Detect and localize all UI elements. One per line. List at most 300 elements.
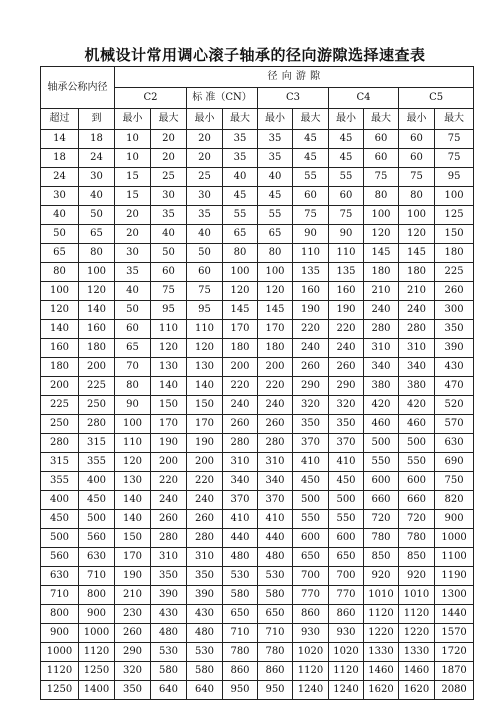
table-cell: 170 <box>115 548 151 567</box>
table-cell: 570 <box>435 415 474 434</box>
table-cell: 1220 <box>364 624 399 643</box>
table-cell: 100 <box>223 263 258 282</box>
table-cell: 100 <box>258 263 293 282</box>
table-cell: 530 <box>258 567 293 586</box>
table-cell: 135 <box>329 263 364 282</box>
table-cell: 160 <box>329 282 364 301</box>
table-cell: 60 <box>187 263 223 282</box>
table-cell: 560 <box>79 529 115 548</box>
table-cell: 210 <box>115 586 151 605</box>
table-cell: 75 <box>151 282 187 301</box>
table-cell: 320 <box>329 396 364 415</box>
table-cell: 260 <box>187 510 223 529</box>
table-cell: 55 <box>293 168 329 187</box>
table-cell: 700 <box>293 567 329 586</box>
table-cell: 350 <box>115 681 151 700</box>
table-row <box>41 529 474 548</box>
table-cell: 140 <box>151 377 187 396</box>
table-cell: 150 <box>151 396 187 415</box>
table-cell: 160 <box>79 320 115 339</box>
table-cell: 30 <box>79 168 115 187</box>
table-cell: 80 <box>258 244 293 263</box>
table-cell: 1460 <box>364 662 399 681</box>
table-cell: 250 <box>41 415 79 434</box>
table-cell: 320 <box>293 396 329 415</box>
table-cell: 240 <box>258 396 293 415</box>
table-cell: 200 <box>223 358 258 377</box>
table-cell: 1220 <box>399 624 435 643</box>
table-cell: 75 <box>329 206 364 225</box>
table-row <box>41 415 474 434</box>
table-cell: 280 <box>151 529 187 548</box>
table-cell: 170 <box>187 415 223 434</box>
table-cell: 35 <box>223 130 258 149</box>
table-cell: 550 <box>293 510 329 529</box>
table-cell: 1330 <box>364 643 399 662</box>
table-cell: 560 <box>41 548 79 567</box>
table-cell: 80 <box>115 377 151 396</box>
table-cell: 380 <box>364 377 399 396</box>
table-cell: 140 <box>115 491 151 510</box>
table-cell: 450 <box>79 491 115 510</box>
table-cell: 1240 <box>293 681 329 700</box>
table-cell: 430 <box>187 605 223 624</box>
table-cell: 200 <box>79 358 115 377</box>
table-cell: 150 <box>115 529 151 548</box>
table-cell: 630 <box>435 434 474 453</box>
table-cell: 180 <box>435 244 474 263</box>
table-row <box>41 168 474 187</box>
table-cell: 145 <box>258 301 293 320</box>
table-cell: 430 <box>151 605 187 624</box>
table-cell: 140 <box>79 301 115 320</box>
table-cell: 800 <box>41 605 79 624</box>
table-cell: 95 <box>435 168 474 187</box>
table-cell: 210 <box>399 282 435 301</box>
table-cell: 370 <box>293 434 329 453</box>
table-cell: 40 <box>258 168 293 187</box>
table-cell: 310 <box>187 548 223 567</box>
table-cell: 1120 <box>364 605 399 624</box>
c2-max-header: 最大 <box>151 109 187 130</box>
table-cell: 820 <box>435 491 474 510</box>
table-cell: 100 <box>435 187 474 206</box>
table-cell: 30 <box>187 187 223 206</box>
table-cell: 40 <box>223 168 258 187</box>
group-header-c3: C3 <box>258 88 329 109</box>
table-cell: 55 <box>329 168 364 187</box>
table-cell: 80 <box>41 263 79 282</box>
table-row <box>41 301 474 320</box>
table-cell: 190 <box>329 301 364 320</box>
table-cell: 260 <box>115 624 151 643</box>
table-cell: 260 <box>293 358 329 377</box>
table-cell: 580 <box>223 586 258 605</box>
table-cell: 440 <box>258 529 293 548</box>
table-cell: 20 <box>115 225 151 244</box>
table-cell: 35 <box>115 263 151 282</box>
table-cell: 20 <box>187 130 223 149</box>
table-cell: 40 <box>115 282 151 301</box>
table-cell: 500 <box>293 491 329 510</box>
table-cell: 450 <box>293 472 329 491</box>
table-cell: 860 <box>258 662 293 681</box>
table-cell: 410 <box>258 510 293 529</box>
table-cell: 140 <box>187 377 223 396</box>
table-row <box>41 206 474 225</box>
table-cell: 600 <box>399 472 435 491</box>
table-cell: 770 <box>329 586 364 605</box>
table-cell: 130 <box>151 358 187 377</box>
table-cell: 24 <box>41 168 79 187</box>
table-cell: 370 <box>258 491 293 510</box>
table-cell: 780 <box>399 529 435 548</box>
table-cell: 50 <box>151 244 187 263</box>
table-cell: 95 <box>187 301 223 320</box>
table-cell: 140 <box>41 320 79 339</box>
table-cell: 120 <box>399 225 435 244</box>
table-cell: 470 <box>435 377 474 396</box>
table-cell: 640 <box>151 681 187 700</box>
table-cell: 110 <box>115 434 151 453</box>
table-cell: 750 <box>435 472 474 491</box>
table-cell: 50 <box>187 244 223 263</box>
table-cell: 60 <box>151 263 187 282</box>
table-cell: 100 <box>399 206 435 225</box>
table-cell: 45 <box>293 149 329 168</box>
table-cell: 710 <box>258 624 293 643</box>
table-cell: 170 <box>151 415 187 434</box>
table-cell: 530 <box>151 643 187 662</box>
table-cell: 350 <box>187 567 223 586</box>
table-cell: 225 <box>41 396 79 415</box>
table-cell: 900 <box>79 605 115 624</box>
table-cell: 350 <box>329 415 364 434</box>
table-cell: 60 <box>364 149 399 168</box>
table-cell: 290 <box>329 377 364 396</box>
table-cell: 450 <box>329 472 364 491</box>
table-cell: 75 <box>293 206 329 225</box>
table-cell: 160 <box>293 282 329 301</box>
table-cell: 1620 <box>399 681 435 700</box>
table-cell: 300 <box>435 301 474 320</box>
header-row-3 <box>41 109 474 130</box>
table-row <box>41 130 474 149</box>
table-row <box>41 149 474 168</box>
table-cell: 350 <box>435 320 474 339</box>
table-cell: 190 <box>293 301 329 320</box>
table-cell: 950 <box>223 681 258 700</box>
table-cell: 60 <box>115 320 151 339</box>
table-cell: 340 <box>258 472 293 491</box>
table-cell: 1010 <box>364 586 399 605</box>
table-cell: 200 <box>41 377 79 396</box>
table-cell: 660 <box>364 491 399 510</box>
table-cell: 45 <box>329 130 364 149</box>
table-cell: 10 <box>115 130 151 149</box>
table-row <box>41 643 474 662</box>
table-row <box>41 282 474 301</box>
table-cell: 1720 <box>435 643 474 662</box>
table-cell: 710 <box>41 586 79 605</box>
table-cell: 850 <box>364 548 399 567</box>
page-title: 机械设计常用调心滚子轴承的径向游隙选择速查表 <box>84 46 426 64</box>
table-cell: 100 <box>115 415 151 434</box>
table-cell: 190 <box>187 434 223 453</box>
table-row <box>41 472 474 491</box>
table-row <box>41 434 474 453</box>
clearance-table <box>40 66 474 700</box>
table-cell: 1250 <box>41 681 79 700</box>
table-cell: 310 <box>151 548 187 567</box>
c4-max-header: 最大 <box>364 109 399 130</box>
table-cell: 1000 <box>41 643 79 662</box>
table-cell: 370 <box>329 434 364 453</box>
table-cell: 920 <box>399 567 435 586</box>
table-cell: 120 <box>364 225 399 244</box>
table-cell: 110 <box>293 244 329 263</box>
table-cell: 530 <box>223 567 258 586</box>
table-cell: 310 <box>223 453 258 472</box>
table-cell: 200 <box>187 453 223 472</box>
group-header-c5: C5 <box>399 88 474 109</box>
table-cell: 45 <box>329 149 364 168</box>
table-cell: 1870 <box>435 662 474 681</box>
cn-max-header: 最大 <box>223 109 258 130</box>
table-cell: 40 <box>187 225 223 244</box>
table-cell: 65 <box>258 225 293 244</box>
c5-min-header: 最小 <box>399 109 435 130</box>
table-cell: 70 <box>115 358 151 377</box>
table-cell: 180 <box>399 263 435 282</box>
c2-min-header: 最小 <box>115 109 151 130</box>
table-cell: 180 <box>79 339 115 358</box>
table-cell: 110 <box>151 320 187 339</box>
table-cell: 660 <box>399 491 435 510</box>
table-cell: 460 <box>399 415 435 434</box>
table-cell: 355 <box>41 472 79 491</box>
table-cell: 550 <box>399 453 435 472</box>
table-row <box>41 339 474 358</box>
table-cell: 90 <box>329 225 364 244</box>
table-cell: 280 <box>223 434 258 453</box>
table-cell: 220 <box>151 472 187 491</box>
table-cell: 900 <box>435 510 474 529</box>
table-cell: 860 <box>293 605 329 624</box>
table-cell: 120 <box>223 282 258 301</box>
table-cell: 320 <box>115 662 151 681</box>
table-cell: 650 <box>223 605 258 624</box>
table-cell: 18 <box>79 130 115 149</box>
table-row <box>41 244 474 263</box>
table-cell: 460 <box>364 415 399 434</box>
table-cell: 65 <box>115 339 151 358</box>
table-row <box>41 510 474 529</box>
table-cell: 60 <box>329 187 364 206</box>
table-cell: 290 <box>293 377 329 396</box>
table-cell: 1010 <box>399 586 435 605</box>
table-cell: 260 <box>435 282 474 301</box>
group-header-cn: 标 准（CN） <box>187 88 258 109</box>
table-cell: 145 <box>364 244 399 263</box>
table-cell: 120 <box>115 453 151 472</box>
table-row <box>41 225 474 244</box>
table-cell: 1120 <box>329 662 364 681</box>
table-cell: 1000 <box>79 624 115 643</box>
table-cell: 60 <box>293 187 329 206</box>
table-cell: 580 <box>258 586 293 605</box>
table-cell: 1120 <box>41 662 79 681</box>
table-cell: 55 <box>258 206 293 225</box>
c3-max-header: 最大 <box>293 109 329 130</box>
table-cell: 260 <box>258 415 293 434</box>
table-cell: 630 <box>41 567 79 586</box>
table-cell: 280 <box>41 434 79 453</box>
table-cell: 900 <box>41 624 79 643</box>
table-cell: 260 <box>329 358 364 377</box>
table-cell: 220 <box>223 377 258 396</box>
table-cell: 120 <box>79 282 115 301</box>
table-cell: 180 <box>41 358 79 377</box>
table-cell: 250 <box>79 396 115 415</box>
table-cell: 80 <box>223 244 258 263</box>
table-cell: 580 <box>187 662 223 681</box>
table-cell: 530 <box>187 643 223 662</box>
table-cell: 110 <box>329 244 364 263</box>
group-header-c2: C2 <box>115 88 187 109</box>
table-cell: 770 <box>293 586 329 605</box>
table-cell: 75 <box>364 168 399 187</box>
table-row <box>41 662 474 681</box>
clearance-header: 径 向 游 隙 <box>115 67 474 88</box>
table-cell: 430 <box>435 358 474 377</box>
table-cell: 310 <box>364 339 399 358</box>
table-cell: 340 <box>364 358 399 377</box>
table-cell: 1460 <box>399 662 435 681</box>
table-cell: 110 <box>187 320 223 339</box>
table-cell: 240 <box>329 339 364 358</box>
table-cell: 930 <box>329 624 364 643</box>
table-cell: 260 <box>151 510 187 529</box>
table-cell: 240 <box>223 396 258 415</box>
table-cell: 120 <box>151 339 187 358</box>
table-cell: 50 <box>41 225 79 244</box>
table-cell: 90 <box>115 396 151 415</box>
table-cell: 780 <box>223 643 258 662</box>
table-cell: 25 <box>187 168 223 187</box>
table-cell: 120 <box>187 339 223 358</box>
table-cell: 1250 <box>79 662 115 681</box>
table-cell: 310 <box>399 339 435 358</box>
table-row <box>41 320 474 339</box>
table-row <box>41 681 474 700</box>
c3-min-header: 最小 <box>258 109 293 130</box>
table-cell: 720 <box>399 510 435 529</box>
table-cell: 130 <box>187 358 223 377</box>
table-cell: 580 <box>151 662 187 681</box>
table-cell: 860 <box>223 662 258 681</box>
table-cell: 500 <box>399 434 435 453</box>
table-row <box>41 377 474 396</box>
table-cell: 500 <box>329 491 364 510</box>
table-cell: 240 <box>293 339 329 358</box>
table-cell: 350 <box>293 415 329 434</box>
table-cell: 60 <box>399 149 435 168</box>
table-cell: 2080 <box>435 681 474 700</box>
table-cell: 550 <box>329 510 364 529</box>
table-cell: 20 <box>187 149 223 168</box>
bore-header: 轴承公称内径 <box>41 67 115 109</box>
table-cell: 45 <box>258 187 293 206</box>
table-cell: 640 <box>187 681 223 700</box>
table-cell: 480 <box>223 548 258 567</box>
table-cell: 600 <box>364 472 399 491</box>
table-cell: 160 <box>41 339 79 358</box>
table-cell: 18 <box>41 149 79 168</box>
c4-min-header: 最小 <box>329 109 364 130</box>
table-cell: 480 <box>258 548 293 567</box>
table-cell: 75 <box>399 168 435 187</box>
table-cell: 710 <box>223 624 258 643</box>
table-cell: 500 <box>364 434 399 453</box>
table-cell: 90 <box>293 225 329 244</box>
table-cell: 100 <box>364 206 399 225</box>
table-cell: 230 <box>115 605 151 624</box>
table-cell: 40 <box>151 225 187 244</box>
table-cell: 225 <box>435 263 474 282</box>
table-cell: 420 <box>399 396 435 415</box>
table-cell: 630 <box>79 548 115 567</box>
table-cell: 280 <box>79 415 115 434</box>
cn-min-header: 最小 <box>187 109 223 130</box>
table-cell: 220 <box>329 320 364 339</box>
to-header: 到 <box>79 109 115 130</box>
table-row <box>41 187 474 206</box>
table-cell: 30 <box>115 244 151 263</box>
table-cell: 1000 <box>435 529 474 548</box>
table-cell: 450 <box>41 510 79 529</box>
table-cell: 410 <box>293 453 329 472</box>
table-cell: 35 <box>187 206 223 225</box>
table-cell: 60 <box>364 130 399 149</box>
table-cell: 800 <box>79 586 115 605</box>
table-cell: 860 <box>329 605 364 624</box>
group-header-c4: C4 <box>329 88 399 109</box>
table-cell: 80 <box>399 187 435 206</box>
table-cell: 15 <box>115 187 151 206</box>
table-cell: 1300 <box>435 586 474 605</box>
table-cell: 120 <box>41 301 79 320</box>
table-cell: 650 <box>329 548 364 567</box>
table-cell: 720 <box>364 510 399 529</box>
table-cell: 200 <box>258 358 293 377</box>
table-cell: 35 <box>258 149 293 168</box>
table-cell: 180 <box>223 339 258 358</box>
table-cell: 10 <box>115 149 151 168</box>
table-cell: 780 <box>364 529 399 548</box>
table-cell: 500 <box>41 529 79 548</box>
table-cell: 340 <box>223 472 258 491</box>
table-cell: 850 <box>399 548 435 567</box>
over-header: 超过 <box>41 109 79 130</box>
table-cell: 15 <box>115 168 151 187</box>
table-cell: 290 <box>115 643 151 662</box>
table-cell: 65 <box>41 244 79 263</box>
table-cell: 600 <box>293 529 329 548</box>
table-row <box>41 548 474 567</box>
table-cell: 240 <box>364 301 399 320</box>
table-row <box>41 491 474 510</box>
